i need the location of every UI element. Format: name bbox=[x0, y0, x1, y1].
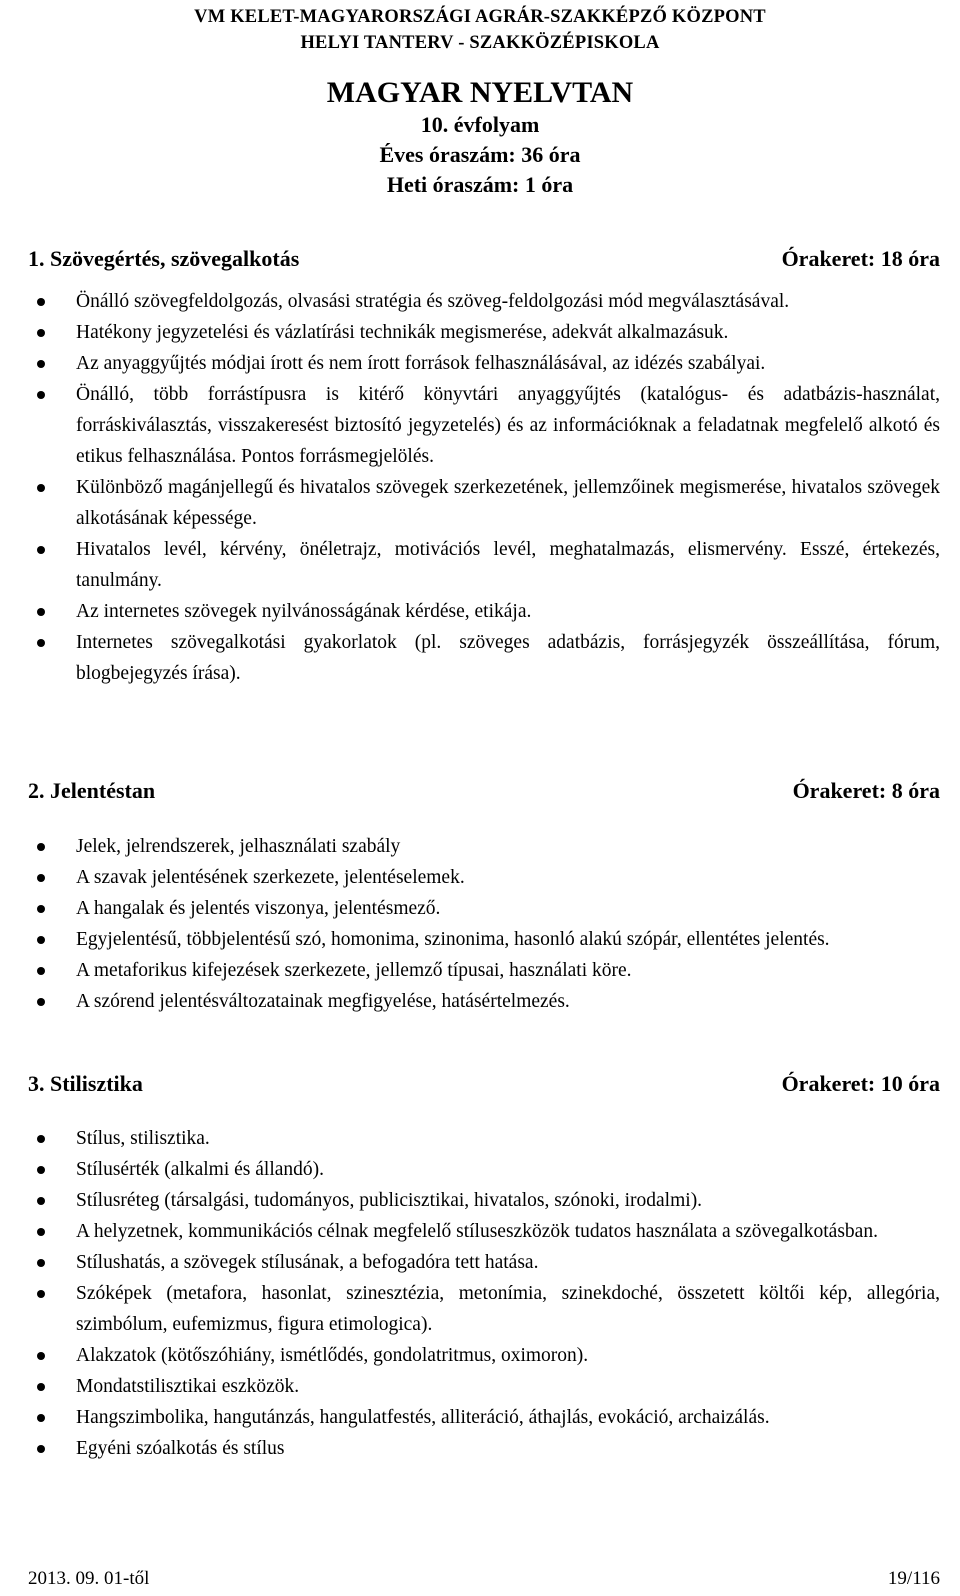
list-item-text: Hivatalos levél, kérvény, önéletrajz, motivációs levél, meghatalmazás, elismervény. Esszé, értekezés, tanulmány. bbox=[76, 539, 940, 591]
header-institution: VM KELET-MAGYARORSZÁGI AGRÁR-SZAKKÉPZŐ KÖZPONT bbox=[194, 7, 766, 27]
list-item bbox=[28, 1123, 940, 1154]
bullet-icon bbox=[37, 1197, 45, 1205]
bullet-icon bbox=[37, 998, 45, 1006]
subject-title: MAGYAR NYELVTAN bbox=[326, 76, 634, 109]
section-title: 2. Jelentéstan bbox=[28, 778, 156, 803]
list-item-text: Hatékony jegyzetelési és vázlatírási technikák megismerése, adekvát alkalmazásuk. bbox=[76, 322, 729, 343]
list-item bbox=[28, 1185, 940, 1216]
list-item bbox=[28, 317, 940, 348]
bullet-icon bbox=[37, 298, 45, 306]
grade-label: 10. évfolyam bbox=[420, 112, 540, 137]
list-item bbox=[28, 924, 940, 955]
bullet-icon bbox=[37, 329, 45, 337]
annual-hours: Éves óraszám: 36 óra bbox=[379, 142, 581, 167]
section-item-list bbox=[28, 831, 940, 1017]
list-item-text: Alakzatok (kötőszóhiány, ismétlődés, gondolatritmus, oximoron). bbox=[76, 1345, 589, 1366]
list-item-text: A szórend jelentésváltozatainak megfigyelése, hatásértelmezés. bbox=[76, 991, 570, 1012]
list-item bbox=[28, 286, 940, 317]
list-item-text: Önálló, több forrástípusra is kitérő könyvtári anyaggyűjtés (katalógus- és adatbázis-használat, forráskiválasztás, visszakeresést biztosító jegyzetelés) és az információknak a feladatnak megfelelő alkotó és etikus felhasználása. Pontos forrásmegjelölés. bbox=[76, 384, 940, 467]
list-item-text: Különböző magánjellegű és hivatalos szövegek szerkezetének, jellemzőinek megismerése, hivatalos szövegek alkotásának képessége. bbox=[76, 477, 940, 529]
list-item-text: Hangszimbolika, hangutánzás, hangulatfestés, alliteráció, áthajlás, evokáció, archaizálás. bbox=[76, 1407, 770, 1428]
list-item-text: Stílus, stilisztika. bbox=[76, 1128, 210, 1149]
list-item bbox=[28, 893, 940, 924]
bullet-icon bbox=[37, 1135, 45, 1143]
list-item bbox=[28, 1433, 940, 1464]
list-item-text: A szavak jelentésének szerkezete, jelentéselemek. bbox=[76, 867, 465, 888]
list-item bbox=[28, 534, 940, 596]
bullet-icon bbox=[37, 1259, 45, 1267]
section-heading bbox=[28, 1069, 940, 1099]
bullet-icon bbox=[37, 391, 45, 399]
section-hours: Órakeret: 10 óra bbox=[781, 1071, 940, 1096]
list-item-text: A helyzetnek, kommunikációs célnak megfelelő stíluseszközök tudatos használata a szövegalkotásban. bbox=[76, 1221, 878, 1242]
list-item bbox=[28, 1402, 940, 1433]
bullet-icon bbox=[37, 639, 45, 647]
list-item bbox=[28, 472, 940, 534]
list-item-text: Stílusréteg (társalgási, tudományos, publicisztikai, hivatalos, szónoki, irodalmi). bbox=[76, 1190, 703, 1211]
list-item bbox=[28, 627, 940, 689]
section-item-list bbox=[28, 1123, 940, 1464]
section-item-list bbox=[28, 286, 940, 689]
bullet-icon bbox=[37, 967, 45, 975]
bullet-icon bbox=[37, 905, 45, 913]
list-item-text: Stílusérték (alkalmi és állandó). bbox=[76, 1159, 325, 1180]
header-curriculum: HELYI TANTERV - SZAKKÖZÉPISKOLA bbox=[300, 33, 660, 53]
title-block bbox=[0, 76, 960, 200]
section-hours: Órakeret: 18 óra bbox=[781, 246, 940, 271]
list-item bbox=[28, 1154, 940, 1185]
bullet-icon bbox=[37, 1445, 45, 1453]
list-item bbox=[28, 1340, 940, 1371]
section-hours: Órakeret: 8 óra bbox=[792, 778, 940, 803]
list-item-text: Önálló szövegfeldolgozás, olvasási stratégia és szöveg-feldolgozási mód megválasztásával. bbox=[76, 291, 790, 312]
list-item-text: A hangalak és jelentés viszonya, jelentésmező. bbox=[76, 898, 441, 919]
section-stilisztika bbox=[28, 1069, 940, 1464]
section-heading bbox=[28, 244, 940, 274]
bullet-icon bbox=[37, 1290, 45, 1298]
bullet-icon bbox=[37, 874, 45, 882]
weekly-hours: Heti óraszám: 1 óra bbox=[386, 172, 574, 197]
list-item bbox=[28, 1278, 940, 1340]
list-item bbox=[28, 379, 940, 472]
list-item-text: Egyéni szóalkotás és stílus bbox=[76, 1438, 285, 1459]
list-item bbox=[28, 831, 940, 862]
bullet-icon bbox=[37, 843, 45, 851]
list-item-text: Jelek, jelrendszerek, jelhasználati szabály bbox=[76, 836, 401, 857]
list-item bbox=[28, 1371, 940, 1402]
bullet-icon bbox=[37, 1414, 45, 1422]
list-item-text: A metaforikus kifejezések szerkezete, jellemző típusai, használati köre. bbox=[76, 960, 632, 981]
list-item-text: Az anyaggyűjtés módjai írott és nem írott források felhasználásával, az idézés szabályai. bbox=[76, 353, 766, 374]
list-item-text: Stílushatás, a szövegek stílusának, a befogadóra tett hatása. bbox=[76, 1252, 539, 1273]
list-item bbox=[28, 348, 940, 379]
bullet-icon bbox=[37, 1383, 45, 1391]
list-item-text: Az internetes szövegek nyilvánosságának kérdése, etikája. bbox=[76, 601, 532, 622]
section-title: 1. Szövegértés, szövegalkotás bbox=[28, 246, 300, 271]
list-item bbox=[28, 986, 940, 1017]
bullet-icon bbox=[37, 936, 45, 944]
list-item bbox=[28, 862, 940, 893]
section-title: 3. Stilisztika bbox=[28, 1071, 143, 1096]
section-heading bbox=[28, 776, 940, 806]
list-item bbox=[28, 955, 940, 986]
list-item-text: Egyjelentésű, többjelentésű szó, homonima, szinonima, hasonló alakú szópár, ellentétes jelentés. bbox=[76, 929, 830, 950]
bullet-icon bbox=[37, 484, 45, 492]
list-item bbox=[28, 1247, 940, 1278]
bullet-icon bbox=[37, 608, 45, 616]
page-number: 19/116 bbox=[887, 1568, 940, 1589]
footer-date: 2013. 09. 01-től bbox=[28, 1568, 150, 1589]
section-szovegertes bbox=[28, 244, 940, 689]
document-footer bbox=[28, 1566, 940, 1592]
bullet-icon bbox=[37, 1352, 45, 1360]
section-jelentestan bbox=[28, 776, 940, 1017]
list-item-text: Szóképek (metafora, hasonlat, szinesztézia, metonímia, szinekdoché, összetett költői kép, allegória, szimbólum, eufemizmus, figura etimologica). bbox=[76, 1283, 940, 1335]
list-item-text: Mondatstilisztikai eszközök. bbox=[76, 1376, 300, 1397]
bullet-icon bbox=[37, 360, 45, 368]
list-item bbox=[28, 596, 940, 627]
bullet-icon bbox=[37, 546, 45, 554]
list-item-text: Internetes szövegalkotási gyakorlatok (pl. szöveges adatbázis, forrásjegyzék összeállítása, fórum, blogbejegyzés írása). bbox=[76, 632, 940, 684]
bullet-icon bbox=[37, 1166, 45, 1174]
bullet-icon bbox=[37, 1228, 45, 1236]
document-header bbox=[0, 4, 960, 56]
list-item bbox=[28, 1216, 940, 1247]
